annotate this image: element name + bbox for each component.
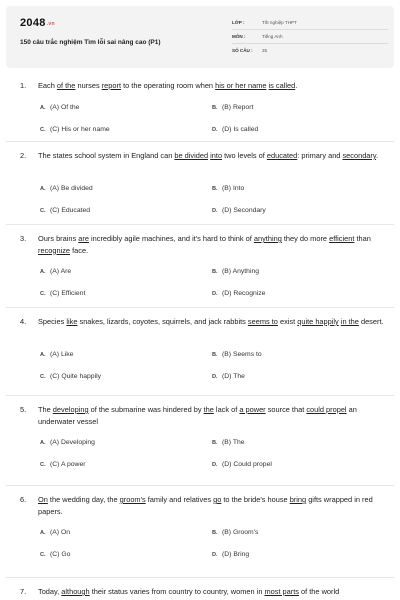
text-segment: family and relatives — [145, 495, 214, 504]
option-letter: A. — [40, 186, 46, 192]
answer-option-a[interactable] — [40, 439, 95, 446]
text-segment: . — [295, 81, 298, 90]
underlined-segment: efficient — [329, 234, 355, 243]
document-title: 150 câu trắc nghiệm Tìm lỗi sai nâng cao (P1) — [20, 39, 161, 46]
question-text — [20, 80, 390, 92]
option-letter: B. — [212, 530, 218, 536]
option-letter: C. — [40, 127, 46, 133]
text-segment: nurses — [75, 81, 102, 90]
underlined-segment: the — [203, 405, 214, 414]
option-letter: C. — [40, 462, 46, 468]
underlined-segment: seems to — [247, 317, 278, 326]
option-text: (D) Bring — [222, 551, 250, 558]
answer-option-d[interactable] — [212, 373, 245, 380]
option-text: (A) Developing — [50, 439, 95, 446]
text-segment: Species — [38, 317, 67, 326]
option-letter: A. — [40, 352, 46, 358]
underlined-segment: a power — [239, 405, 266, 414]
underlined-segment: in the — [340, 317, 359, 326]
option-text: (D) Secondary — [222, 207, 266, 214]
underlined-segment: groom's — [119, 495, 146, 504]
answer-option-c[interactable] — [40, 373, 101, 380]
answer-option-a[interactable] — [40, 529, 70, 536]
underlined-segment: quite happily — [297, 317, 339, 326]
question-divider — [6, 307, 394, 308]
question-text — [20, 150, 390, 162]
document-header — [6, 6, 394, 68]
text-segment: of the world — [298, 587, 340, 596]
text-segment: of the submarine was hindered by — [88, 405, 204, 414]
text-segment: to the bride's house — [221, 495, 290, 504]
option-text: (C) Efficient — [50, 290, 86, 297]
option-letter: C. — [40, 374, 46, 380]
question-sentence — [38, 404, 390, 427]
text-segment: Each — [38, 81, 57, 90]
question-divider — [6, 141, 394, 142]
meta-subject-value: Tiếng Anh — [262, 34, 283, 39]
answer-option-b[interactable] — [212, 351, 262, 358]
question-sentence — [38, 316, 390, 328]
option-text: (A) Like — [50, 351, 74, 358]
answer-option-a[interactable] — [40, 104, 79, 111]
text-segment: desert. — [358, 317, 384, 326]
option-letter: D. — [212, 127, 218, 133]
question-number: 5. — [20, 405, 27, 414]
option-text: (A) On — [50, 529, 71, 536]
question-number: 7. — [20, 587, 27, 596]
question-text — [20, 233, 390, 256]
option-letter: B. — [212, 105, 218, 111]
question-divider — [6, 224, 394, 225]
option-text: (C) Go — [50, 551, 71, 558]
option-letter: A. — [40, 105, 46, 111]
option-letter: D. — [212, 462, 218, 468]
text-segment: Today, — [38, 587, 62, 596]
option-text: (D) Is called — [222, 126, 259, 133]
option-text: (B) The — [222, 439, 245, 446]
text-segment: The — [38, 405, 53, 414]
underlined-segment: are — [78, 234, 89, 243]
question-text — [20, 316, 390, 328]
answer-option-d[interactable] — [212, 207, 266, 214]
option-text: (A) Of the — [50, 104, 80, 111]
option-text: (A) Are — [50, 268, 72, 275]
option-letter: D. — [212, 552, 218, 558]
answer-option-d[interactable] — [212, 551, 249, 558]
answer-option-b[interactable] — [212, 529, 258, 536]
text-segment: lack of — [213, 405, 240, 414]
answer-option-c[interactable] — [40, 207, 90, 214]
underlined-segment: go — [213, 495, 222, 504]
text-segment: two levels of — [222, 151, 267, 160]
text-segment: gifts wrapped in red papers. — [38, 495, 373, 516]
question-sentence — [38, 233, 390, 256]
text-segment: they do more — [281, 234, 330, 243]
answer-option-a[interactable] — [40, 268, 71, 275]
answer-option-c[interactable] — [40, 290, 85, 297]
question-number: 2. — [20, 151, 27, 160]
question-text — [20, 494, 390, 517]
text-segment: the wedding day, the — [47, 495, 120, 504]
option-text: (B) Into — [222, 185, 245, 192]
option-text: (C) Quite happily — [50, 373, 101, 380]
option-text: (B) Report — [222, 104, 254, 111]
meta-class-value: Tốt nghiệp THPT — [262, 20, 297, 25]
logo-domain-text: .vn — [46, 21, 55, 27]
text-segment: Ours brains — [38, 234, 79, 243]
option-letter: C. — [40, 552, 46, 558]
option-letter: A. — [40, 440, 46, 446]
option-letter: B. — [212, 186, 218, 192]
text-segment: an underwater vessel — [38, 405, 357, 426]
answer-option-a[interactable] — [40, 185, 93, 192]
text-segment: exist — [277, 317, 298, 326]
option-letter: D. — [212, 374, 218, 380]
underlined-segment: secondary — [342, 151, 377, 160]
text-segment: their status varies from country to country, women in — [89, 587, 265, 596]
underlined-segment: his or her name — [215, 81, 267, 90]
underlined-segment: of the — [56, 81, 76, 90]
answer-option-d[interactable] — [212, 126, 258, 133]
underlined-segment: developing — [52, 405, 89, 414]
text-segment: face. — [70, 245, 89, 255]
text-segment: source that — [265, 405, 307, 414]
underlined-segment: is called — [268, 81, 296, 90]
question-sentence — [38, 586, 390, 598]
underlined-segment: educated — [266, 151, 298, 160]
underlined-segment: bring — [289, 495, 307, 504]
meta-subject-row — [232, 30, 388, 44]
underlined-segment: could propel — [306, 405, 347, 414]
option-letter: A. — [40, 269, 46, 275]
question-divider — [6, 485, 394, 486]
option-text: (D) Recognize — [222, 290, 266, 297]
logo[interactable] — [20, 17, 55, 29]
option-letter: B. — [212, 269, 218, 275]
option-letter: C. — [40, 208, 46, 214]
text-segment: snakes, lizards, coyotes, squirrels, and jack rabbits — [77, 317, 248, 326]
meta-subject-label: MÔN : — [232, 34, 246, 39]
text-segment: than — [354, 234, 371, 243]
question-divider — [6, 577, 394, 578]
answer-option-d[interactable] — [212, 290, 265, 297]
option-letter: C. — [40, 291, 46, 297]
answer-option-a[interactable] — [40, 351, 73, 358]
question-sentence — [38, 150, 390, 162]
option-text: (D) The — [222, 373, 245, 380]
text-segment: : primary and — [297, 151, 343, 160]
meta-class-label: LỚP : — [232, 20, 245, 25]
answer-option-c[interactable] — [40, 551, 70, 558]
option-text: (B) Anything — [222, 268, 260, 275]
question-text — [20, 586, 390, 598]
text-segment: to the operating room when — [121, 81, 216, 90]
question-number: 1. — [20, 81, 27, 90]
option-letter: D. — [212, 291, 218, 297]
option-text: (C) Educated — [50, 207, 91, 214]
underlined-segment: although — [61, 587, 90, 596]
underlined-segment: be divided — [174, 151, 209, 160]
text-segment: . — [376, 151, 379, 160]
answer-option-c[interactable] — [40, 126, 110, 133]
question-sentence — [38, 80, 390, 92]
option-letter: A. — [40, 530, 46, 536]
underlined-segment: anything — [253, 234, 282, 243]
meta-class-row — [232, 16, 388, 30]
text-segment: incredibly agile machines, and it's hard to think of — [88, 234, 254, 243]
underlined-segment: like — [66, 317, 78, 326]
option-text: (A) Be divided — [50, 185, 93, 192]
answer-option-b[interactable] — [212, 268, 259, 275]
underlined-segment: On — [38, 495, 48, 504]
answer-option-c[interactable] — [40, 461, 86, 468]
option-letter: B. — [212, 440, 218, 446]
question-divider — [6, 395, 394, 396]
question-number: 4. — [20, 317, 27, 326]
option-text: (C) A power — [50, 461, 86, 468]
question-number: 6. — [20, 495, 27, 504]
logo-main-text: 2048 — [20, 17, 46, 29]
text-segment: The states school system in England can — [38, 151, 175, 160]
answer-option-b[interactable] — [212, 439, 245, 446]
question-sentence — [38, 494, 390, 517]
meta-count-label: SỐ CÂU : — [232, 48, 253, 53]
meta-count-row — [232, 44, 388, 58]
underlined-segment: into — [210, 151, 223, 160]
option-text: (C) His or her name — [50, 126, 110, 133]
option-text: (D) Could propel — [222, 461, 272, 468]
underlined-segment: recognize — [38, 245, 71, 255]
underlined-segment: most parts — [264, 587, 299, 596]
answer-option-b[interactable] — [212, 185, 244, 192]
question-text — [20, 404, 390, 427]
option-letter: B. — [212, 352, 218, 358]
answer-option-b[interactable] — [212, 104, 253, 111]
answer-option-d[interactable] — [212, 461, 272, 468]
meta-count-value: 25 — [262, 48, 268, 53]
option-text: (B) Groom's — [222, 529, 259, 536]
question-number: 3. — [20, 234, 27, 243]
option-letter: D. — [212, 208, 218, 214]
option-text: (B) Seems to — [222, 351, 262, 358]
underlined-segment: report — [101, 81, 122, 90]
